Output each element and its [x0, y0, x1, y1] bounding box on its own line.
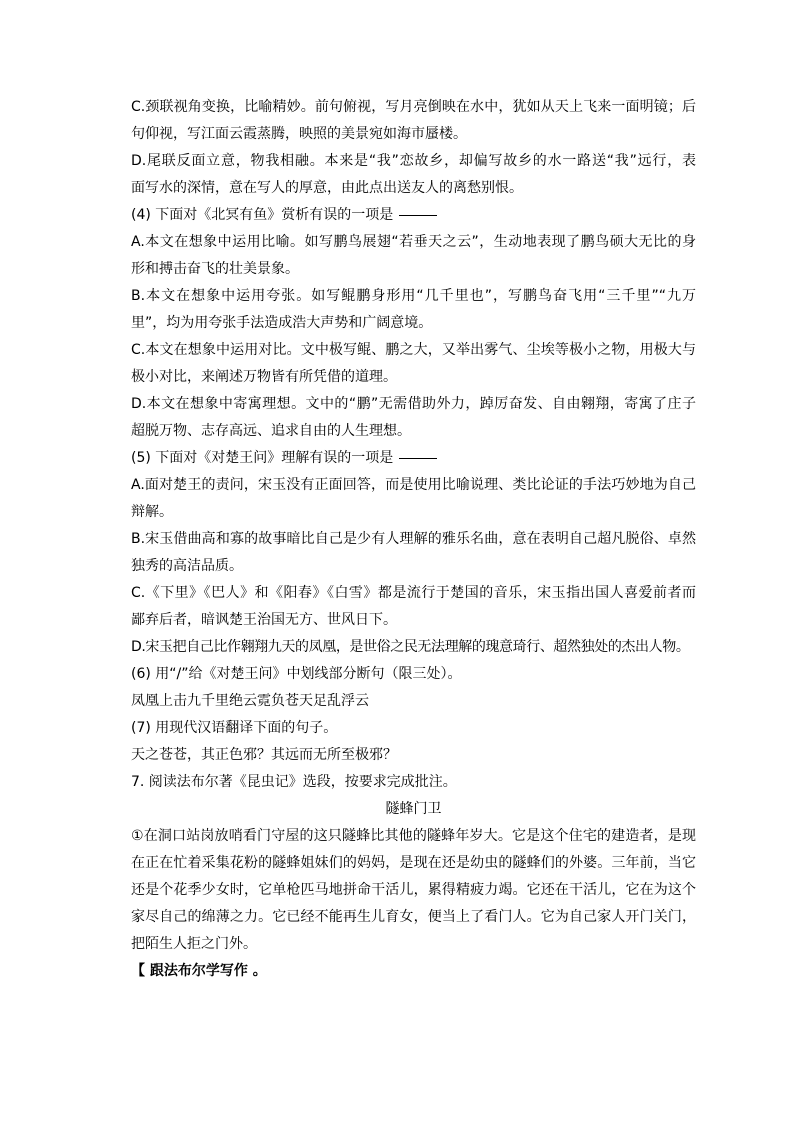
q3-option-c-line2: 句仰视，写江面云霞蒸腾，映照的美景宛如海市蜃楼。 — [131, 126, 467, 142]
q5-option-a-line1: A.面对楚王的责问，宋玉没有正面回答，而是使用比喻说理、类比论证的手法巧妙地为自己 — [131, 477, 696, 493]
q5-option-b-line2: 独秀的高洁品质。 — [131, 558, 243, 574]
q4-option-d-line1: D.本文在想象中寄寓理想。文中的“鹏”无需借助外力，踔厉奋发、自由翱翔，寄寓了庄子 — [131, 396, 696, 412]
q6-stem: (6) 用“/”给《对楚王问》中划线部分断句（限三处）。 — [131, 666, 462, 682]
q4-option-d-line2: 超脱万物、志存高远、追求自由的人生理想。 — [131, 423, 411, 439]
passage-title: 隧蜂门卫 — [385, 801, 442, 817]
q6-text: 凤凰上击九千里绝云霓负苍天足乱浮云 — [131, 693, 369, 709]
document-page — [131, 94, 696, 985]
q5-stem: (5) 下面对《对楚王问》理解有误的一项是 — [131, 450, 394, 466]
section7-stem: 7. 阅读法布尔著《昆虫记》选段，按要求完成批注。 — [131, 774, 457, 790]
q5-answer-blank[interactable] — [399, 457, 437, 459]
passage-para1-line3: 还是个花季少女时，它单枪匹马地拼命干活儿，累得精疲力竭。它还在干活儿，它在为这个 — [131, 882, 696, 898]
q5-option-b-line1: B.宋玉借曲高和寡的故事暗比自己是少有人理解的雅乐名曲，意在表明自己超凡脱俗、卓然 — [131, 531, 696, 547]
q5-stem-row — [131, 445, 696, 472]
q5-option-c-line1: C.《下里》《巴人》和《阳春》《白雪》都是流行于楚国的音乐，宋玉指出国人喜爱前者而 — [131, 585, 696, 601]
q3-option-d-line1: D.尾联反面立意，物我相融。本来是“我”恋故乡，却偏写故乡的水一路送“我”远行，表 — [131, 153, 696, 169]
q7-stem: (7) 用现代汉语翻译下面的句子。 — [131, 720, 338, 736]
q4-option-b-line1: B.本文在想象中运用夸张。如写鲲鹏身形用“几千里也”，写鹏鸟奋飞用“三千里”“九万 — [131, 288, 696, 304]
q4-option-c-line2: 极小对比，来阐述万物皆有所凭借的道理。 — [131, 369, 397, 385]
q4-option-b-line2: 里”，均为用夸张手法造成浩大声势和广阔意境。 — [131, 315, 433, 331]
passage-para1-line4: 家尽自己的绵薄之力。它已经不能再生儿育女，便当上了看门人。它为自己家人开门关门， — [131, 909, 696, 925]
q5-option-c-line2: 鄙弃后者，暗讽楚王治国无方、世风日下。 — [131, 612, 397, 628]
q5-option-a-line2: 辩解。 — [131, 504, 173, 520]
annotation-note: 【 跟法布尔学写作 。 — [131, 963, 267, 979]
q4-stem: (4) 下面对《北冥有鱼》赏析有误的一项是 — [131, 207, 394, 223]
q4-option-a-line2: 形和搏击奋飞的壮美景象。 — [131, 261, 299, 277]
passage-para1-line1: ①在洞口站岗放哨看门守屋的这只隧蜂比其他的隧蜂年岁大。它是这个住宅的建造者，是现 — [131, 828, 696, 844]
passage-para1-line2: 在正在忙着采集花粉的隧蜂姐妹们的妈妈，是现在还是幼虫的隧蜂们的外婆。三年前，当它 — [131, 855, 696, 871]
q4-answer-blank[interactable] — [399, 214, 437, 216]
passage-para1-line5: 把陌生人拒之门外。 — [131, 936, 257, 952]
q4-option-a-line1: A.本文在想象中运用比喻。如写鹏鸟展翅“若垂天之云”，生动地表现了鹏鸟硕大无比的身 — [131, 234, 696, 250]
q4-option-c-line1: C.本文在想象中运用对比。文中极写鲲、鹏之大，又举出雾气、尘埃等极小之物，用极大与 — [131, 342, 696, 358]
q3-option-d-line2: 面写水的深情，意在写人的厚意，由此点出送友人的离愁别恨。 — [131, 180, 523, 196]
q3-option-c-line1: C.颈联视角变换，比喻精妙。前句俯视，写月亮倒映在水中，犹如从天上飞来一面明镜；后 — [131, 99, 696, 115]
q5-option-d-line1: D.宋玉把自己比作翱翔九天的凤凰，是世俗之民无法理解的瑰意琦行、超然独处的杰出人物。 — [131, 639, 690, 655]
q4-stem-row — [131, 202, 696, 229]
q7-text: 天之苍苍，其正色邪？其远而无所至极邪？ — [131, 747, 397, 763]
